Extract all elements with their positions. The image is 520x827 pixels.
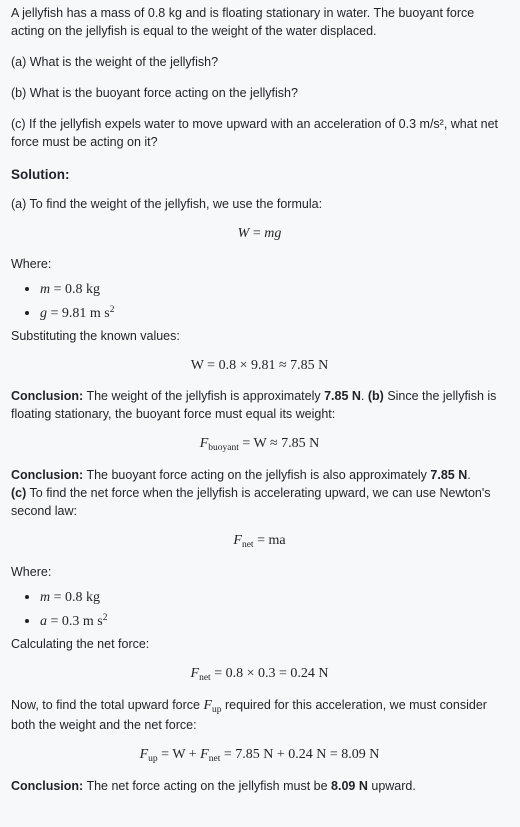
question-a: (a) What is the weight of the jellyfish?	[11, 55, 219, 69]
exponent: 2	[102, 613, 108, 623]
question-b: (b) What is the buoyant force acting on the jellyfish?	[11, 86, 298, 100]
variable-list-2	[11, 585, 508, 633]
var-g: g	[40, 306, 47, 321]
equation-weight-formula: W = mg	[237, 226, 282, 241]
conclusion-label: Conclusion:	[11, 389, 84, 403]
conclusion-label: Conclusion:	[11, 468, 84, 482]
equation-net-force-value: $F_{net} = 0.8 \times 0.3 = 0.24$ N	[190, 666, 329, 683]
list-item	[11, 301, 508, 325]
solution-heading: Solution:	[11, 167, 70, 182]
list-item	[11, 277, 508, 301]
value-acceleration: = 0.3 m s	[50, 614, 103, 629]
part-c-label: (c)	[11, 486, 27, 500]
substituting-text: Substituting the known values:	[11, 329, 180, 343]
final-result: 8.09 N	[331, 779, 368, 793]
weight-result: 7.85 N	[324, 389, 361, 403]
var-m: m	[40, 590, 51, 605]
equation-buoyant: $F_{buoyant} = W \approx 7.85$ N	[199, 436, 320, 453]
calculating-text: Calculating the net force:	[11, 637, 150, 651]
equation-weight-value: W = 0.8 × 9.81 ≈ 7.85 N	[190, 358, 329, 373]
conclusion-b: Conclusion: The buoyant force acting on the jellyfish is also approximately 7.85 N. (c) To find the net force when the jellyfish is accelerating upward, we can use Newton's second law:	[11, 468, 491, 518]
question-c: (c) If the jellyfish expels water to move upward with an acceleration of 0.3 m/s², what net force must be acting on it?	[11, 117, 499, 149]
variable-list-1	[11, 277, 508, 325]
exponent: 2	[109, 305, 115, 315]
var-a: a	[40, 614, 47, 629]
where-label-1: Where:	[11, 257, 52, 271]
part-a-intro: (a) To find the weight of the jellyfish, we use the formula:	[11, 197, 323, 211]
conclusion-a: Conclusion: The weight of the jellyfish is approximately 7.85 N. (b) Since the jellyfish is floating stationary, the buoyant force must equal its weight:	[11, 389, 497, 421]
problem-intro: A jellyfish has a mass of 0.8 kg and is floating stationary in water. The buoyant force acting on the jellyfish is equal to the weight of the water displaced.	[11, 6, 475, 38]
upward-force-text: Now, to find the total upward force $F_{up}$ required for this acceleration, we must consider both the weight and the net force:	[11, 698, 487, 732]
part-b-label: (b)	[367, 389, 384, 403]
equation-total-upward: $F_{up} = W + F_{net} = 7.85$ N + 0.24 N = 8.09 N	[139, 747, 380, 764]
final-conclusion: Conclusion: The net force acting on the jellyfish must be 8.09 N upward.	[11, 779, 416, 793]
equation-newton-second-law: $F_{net}$ = ma	[233, 533, 286, 550]
var-m: m	[40, 282, 51, 297]
where-label-2: Where:	[11, 565, 52, 579]
conclusion-label: Conclusion:	[11, 779, 84, 793]
value-g: = 9.81 m s	[50, 306, 110, 321]
list-item	[11, 585, 508, 609]
list-item	[11, 609, 508, 633]
value-mass: = 0.8 kg	[53, 282, 101, 297]
inline-f-up: $F_{up}$	[203, 698, 222, 715]
buoyant-result: 7.85 N	[430, 468, 468, 482]
value-mass: = 0.8 kg	[53, 590, 101, 605]
